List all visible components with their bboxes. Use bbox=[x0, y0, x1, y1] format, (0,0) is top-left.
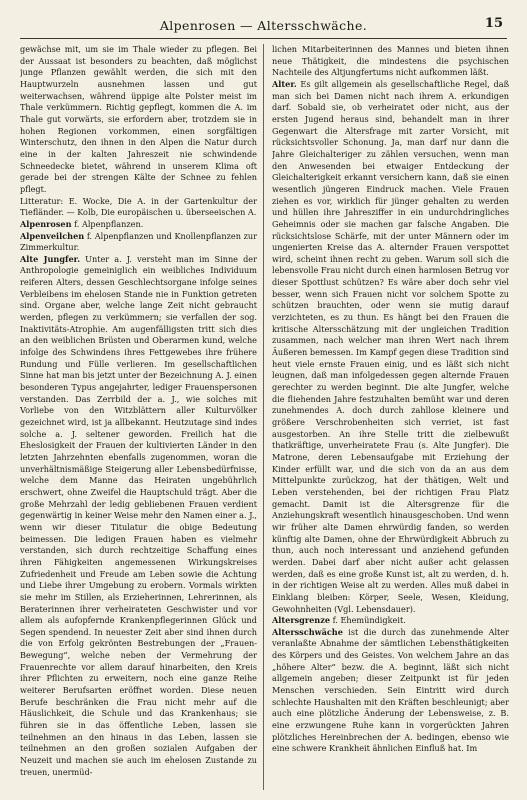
header-title: Alpenrosen — Altersschwäche. bbox=[159, 18, 368, 33]
running-header bbox=[20, 14, 507, 39]
entry-text: ist die durch das zunehmende Alter veranlaßte Abnahme der sämtlichen Lebensthätigkeiten des Körpers und des Geistes. Von welchem Jahre an das „höhere Alter“ bezw. die A. beginnt, läßt sich nicht allgemein angeben; dieser Zeitpunkt ist für jeden Menschen verschieden. Sein Eintritt wird durch schlechte Haushalten mit den Kräften beschleunigt; aber auch eine plötzliche Änderung der Lebensweise, z. B. eine erzwungene Ruhe kann in vorgerückten Jahren plötzliches Hereinbrechen der A. bedingen, ebenso wie eine schwere Krankheit ähnlichen Einfluß hat. Im bbox=[272, 626, 509, 754]
entry-keyword: Altersgrenze bbox=[272, 615, 330, 626]
entry bbox=[20, 254, 257, 779]
page-number: 15 bbox=[484, 16, 503, 31]
entry-keyword: Alte Jungfer. bbox=[20, 253, 81, 264]
entry-keyword: Alter. bbox=[272, 78, 297, 89]
left-column bbox=[20, 44, 264, 790]
paragraph bbox=[20, 44, 257, 196]
right-column bbox=[272, 44, 509, 790]
entry bbox=[20, 219, 257, 231]
entry bbox=[272, 79, 509, 615]
entry-text: Unter a. J. versteht man im Sinne der Anthropologie gemeiniglich ein weibliches Individuum reiferen Alters, dessen Geschlechtsorgane infolge seines Verbleibens im ehelosen Stande nie in Funktion getreten sind. Organe aber, welche lange Zeit nicht gebraucht werden, pflegen zu verkümmern; sie verfallen der sog. Inaktivitäts-Atrophie. Am augenfälligsten tritt sich dies an den weiblichen Brüsten und Oberarmen kund, welche infolge des Schwindens ihres Fettgewebes ihre frühere Rundung und Fülle verlieren. Im gesellschaftlichen Sinne hat man bis jetzt unter der Bezeichnung A. J. einen besonderen Typus angejahrter, lediger Frauenspersonen verstanden. Das Zerrbild der a. J., wie solches mit Vorliebe von den Witzblättern aller Kulturvölker gezeichnet wird, ist ja allbekannt. Heutzutage sind indes solche a. J. seltener geworden. Freilich hat die Eheslosigkeit der Frauen der kultivierten Länder in den letzten Jahrzehnten ebenfalls zugenommen, woran die unverhältnismäßige Steigerung aller Lebensbedürfnisse, welche dem Manne das Heiraten ungebührlich erschwert, ohne Zweifel die Hauptschuld trägt. Aber die große Mehrzahl der ledig gebliebenen Frauen verdient gegenwärtig in keiner Weise mehr den Namen einer a. J., wenn wir dieser Titulatur die obige Bedeutung beimessen. Die ledigen Frauen haben es vielmehr verstanden, sich durch rechtzeitige Schaffung eines ihren Fähigkeiten angemessenen Wirkungskreises Zufriedenheit und Freude am Leben sowie die Achtung und Liebe ihrer Umgebung zu erobern. Vormals wirkten sie mehr im Stillen, als Erzieherinnen, Lehrerinnen, als Beraterinnen ihrer verheirateten Geschwister und vor allem als aufopfernde Krankenpflegerinnen Glück und Segen spendend. In neuester Zeit aber sind ihnen durch die von Erfolg gekrönten Bestrebungen der „Frauen-Bewegung“, welche neben der Vermehrung der Frauenrechte vor allem darauf hinarbeiten, den Kreis ihrer Pflichten zu erweitern, noch eine ganze Reihe weiterer Berufsarten eröffnet worden. Diese neuen Berufe beschränken die Frau nicht mehr auf die Häuslichkeit, die Schule und das Krankenhaus; sie führen sie in das öffentliche Leben, lassen sie teilnehmen an den hinaus in das Leben, lassen sie teilnehmen an den großen sozialen Aufgaben der Neuzeit und machen sie auch im ehelosen Zustande zu treuen, unermüd- bbox=[20, 253, 257, 777]
entry-text: f. Ehemündigkeit. bbox=[330, 615, 406, 626]
entry-text: Es gilt allgemein als gesellschaftliche Regel, daß man sich bei Damen nicht nach ihrem A. erkundigen darf. Sobald sie, ob verheiratet oder nicht, aus der ersten Jugend heraus sind, behandelt man in ihrer Gegenwart die Altersfrage mit zarter Vorsicht, mit rücksichtsvoller Schonung. Ja, man darf nur dann die Jahre Gleichalteriger zu zählen versuchen, wenn man den Anwesenden bei etwaiger Entdeckung der Gleichalterigkeit erkannt versichern kann, daß sie einen wesentlich jüngeren Eindruck machen. Viele Frauen ziehen es vor, wirklich für jünger gehalten zu werden und hüllen ihre Jahresziffer in ein undurchdringliches Geheimnis oder sie machen gar falsche Angaben. Die rücksichtslose Schärfe, mit der unter Männern oder im ungenierten Kreise das A. alternder Frauen verspottet wird, scheint ihnen recht zu geben. Warum soll sich die lebensvolle Frau nicht durch einen harmlosen Betrug vor dieser Spottlust schützen? Es wäre aber doch sehr viel besser, wenn sich Frauen nicht vor solchem Spotte zu schützen brauchten, oder wenn sie mutig darauf verzichteten, es zu thun. Es hängt bei den Frauen die kritische Altersschätzung mit der ungleichen Tradition zusammen, nach welcher man ihren Wert nach ihrem Äußeren bemessen. Im Kampf gegen diese Tradition sind heut viele ernste Frauen einig, und es läßt sich nicht leugnen, daß man infolgedessen gegen alternde Frauen gerechter zu werden beginnt. Die alte Jungfer, welche die fliehenden Jahre festzuhalten bemüht war und deren zunehmendes A. doch durch zahllose kleinere und größere Verschrobenheiten sich verriet, ist fast ausgestorben. An ihre Stelle tritt die zielbewußt thatkräftige, unverheiratete Frau (s. Alte Jungfer). Die Matrone, deren Lebensaufgabe mit Erziehung der Kinder erfüllt war, und die sich von da an aus dem Mittelpunkte zurückzog, hat der thätigen, Welt und Leben verstehenden, bei der richtigen Frau Platz gemacht. Damit ist die Altersgrenze für die Anziehungskraft wesentlich hinausgeschoben. Und wenn wir früher alte Damen ehrwürdig fanden, so werden künftig alte Damen, ohne der Ehrwürdigkeit Abbruch zu thun, auch noch interessant und anziehend gefunden werden. Dabei darf aber nicht außer acht gelassen werden, daß es eine große Kunst ist, alt zu werden, d. h. in der richtigen Weise alt zu werden. Alles muß dabei in Einklang bleiben: Körper, Seele, Wesen, Kleidung, Gewohnheiten (Vgl. Lebensdauer). bbox=[272, 78, 509, 614]
paragraph-text: lichen Mitarbeiterinnen des Mannes und bieten ihnen neue Thätigkeit, die mindestens die psychischen Nachteile des Altjungfertums nicht aufkommen läßt. bbox=[272, 44, 509, 78]
entry bbox=[272, 627, 509, 755]
paragraph bbox=[272, 44, 509, 79]
entry-text: f. Alpenpflanzen und Knollenpflanzen zur Zimmerkultur. bbox=[20, 230, 257, 253]
paragraph-text: gewächse mit, um sie im Thale wieder zu pflegen. Bei der Aussaat ist besonders zu beachten, daß möglichst junge Pflanzen gewählt werden, die sich mit den Hauptwurzeln ausnehmen lassen und gut weiterwachsen, während üppige alte Polster meist im Thale verkümmern. Richtig gepflegt, kommen die A. im Thale gut vorwärts, sie erfordern aber, trotzdem sie in hohen Regionen vorkommen, einen sorgfältigen Winterschutz, den ihnen in den Alpen die Natur durch eine in der kalten Jahreszeit nie schwindende Schneedecke bietet, während in unserem Klima oft gerade bei der strengen Kälte der Schnee zu fehlen pflegt. bbox=[20, 44, 257, 194]
entry bbox=[272, 615, 509, 627]
entry-keyword: Alpenrosen bbox=[20, 218, 72, 229]
entry-keyword: Alpenveilchen bbox=[20, 230, 85, 241]
text-columns bbox=[20, 44, 509, 790]
entry bbox=[20, 231, 257, 254]
paragraph bbox=[20, 196, 257, 219]
paragraph-text: Litteratur: E. Wocke, Die A. in der Gartenkultur der Tiefländer. — Kolb, Die europäischen u. überseeischen A. bbox=[20, 195, 257, 218]
entry-text: f. Alpenpflanzen. bbox=[71, 218, 144, 229]
entry-keyword: Altersschwäche bbox=[272, 626, 343, 637]
